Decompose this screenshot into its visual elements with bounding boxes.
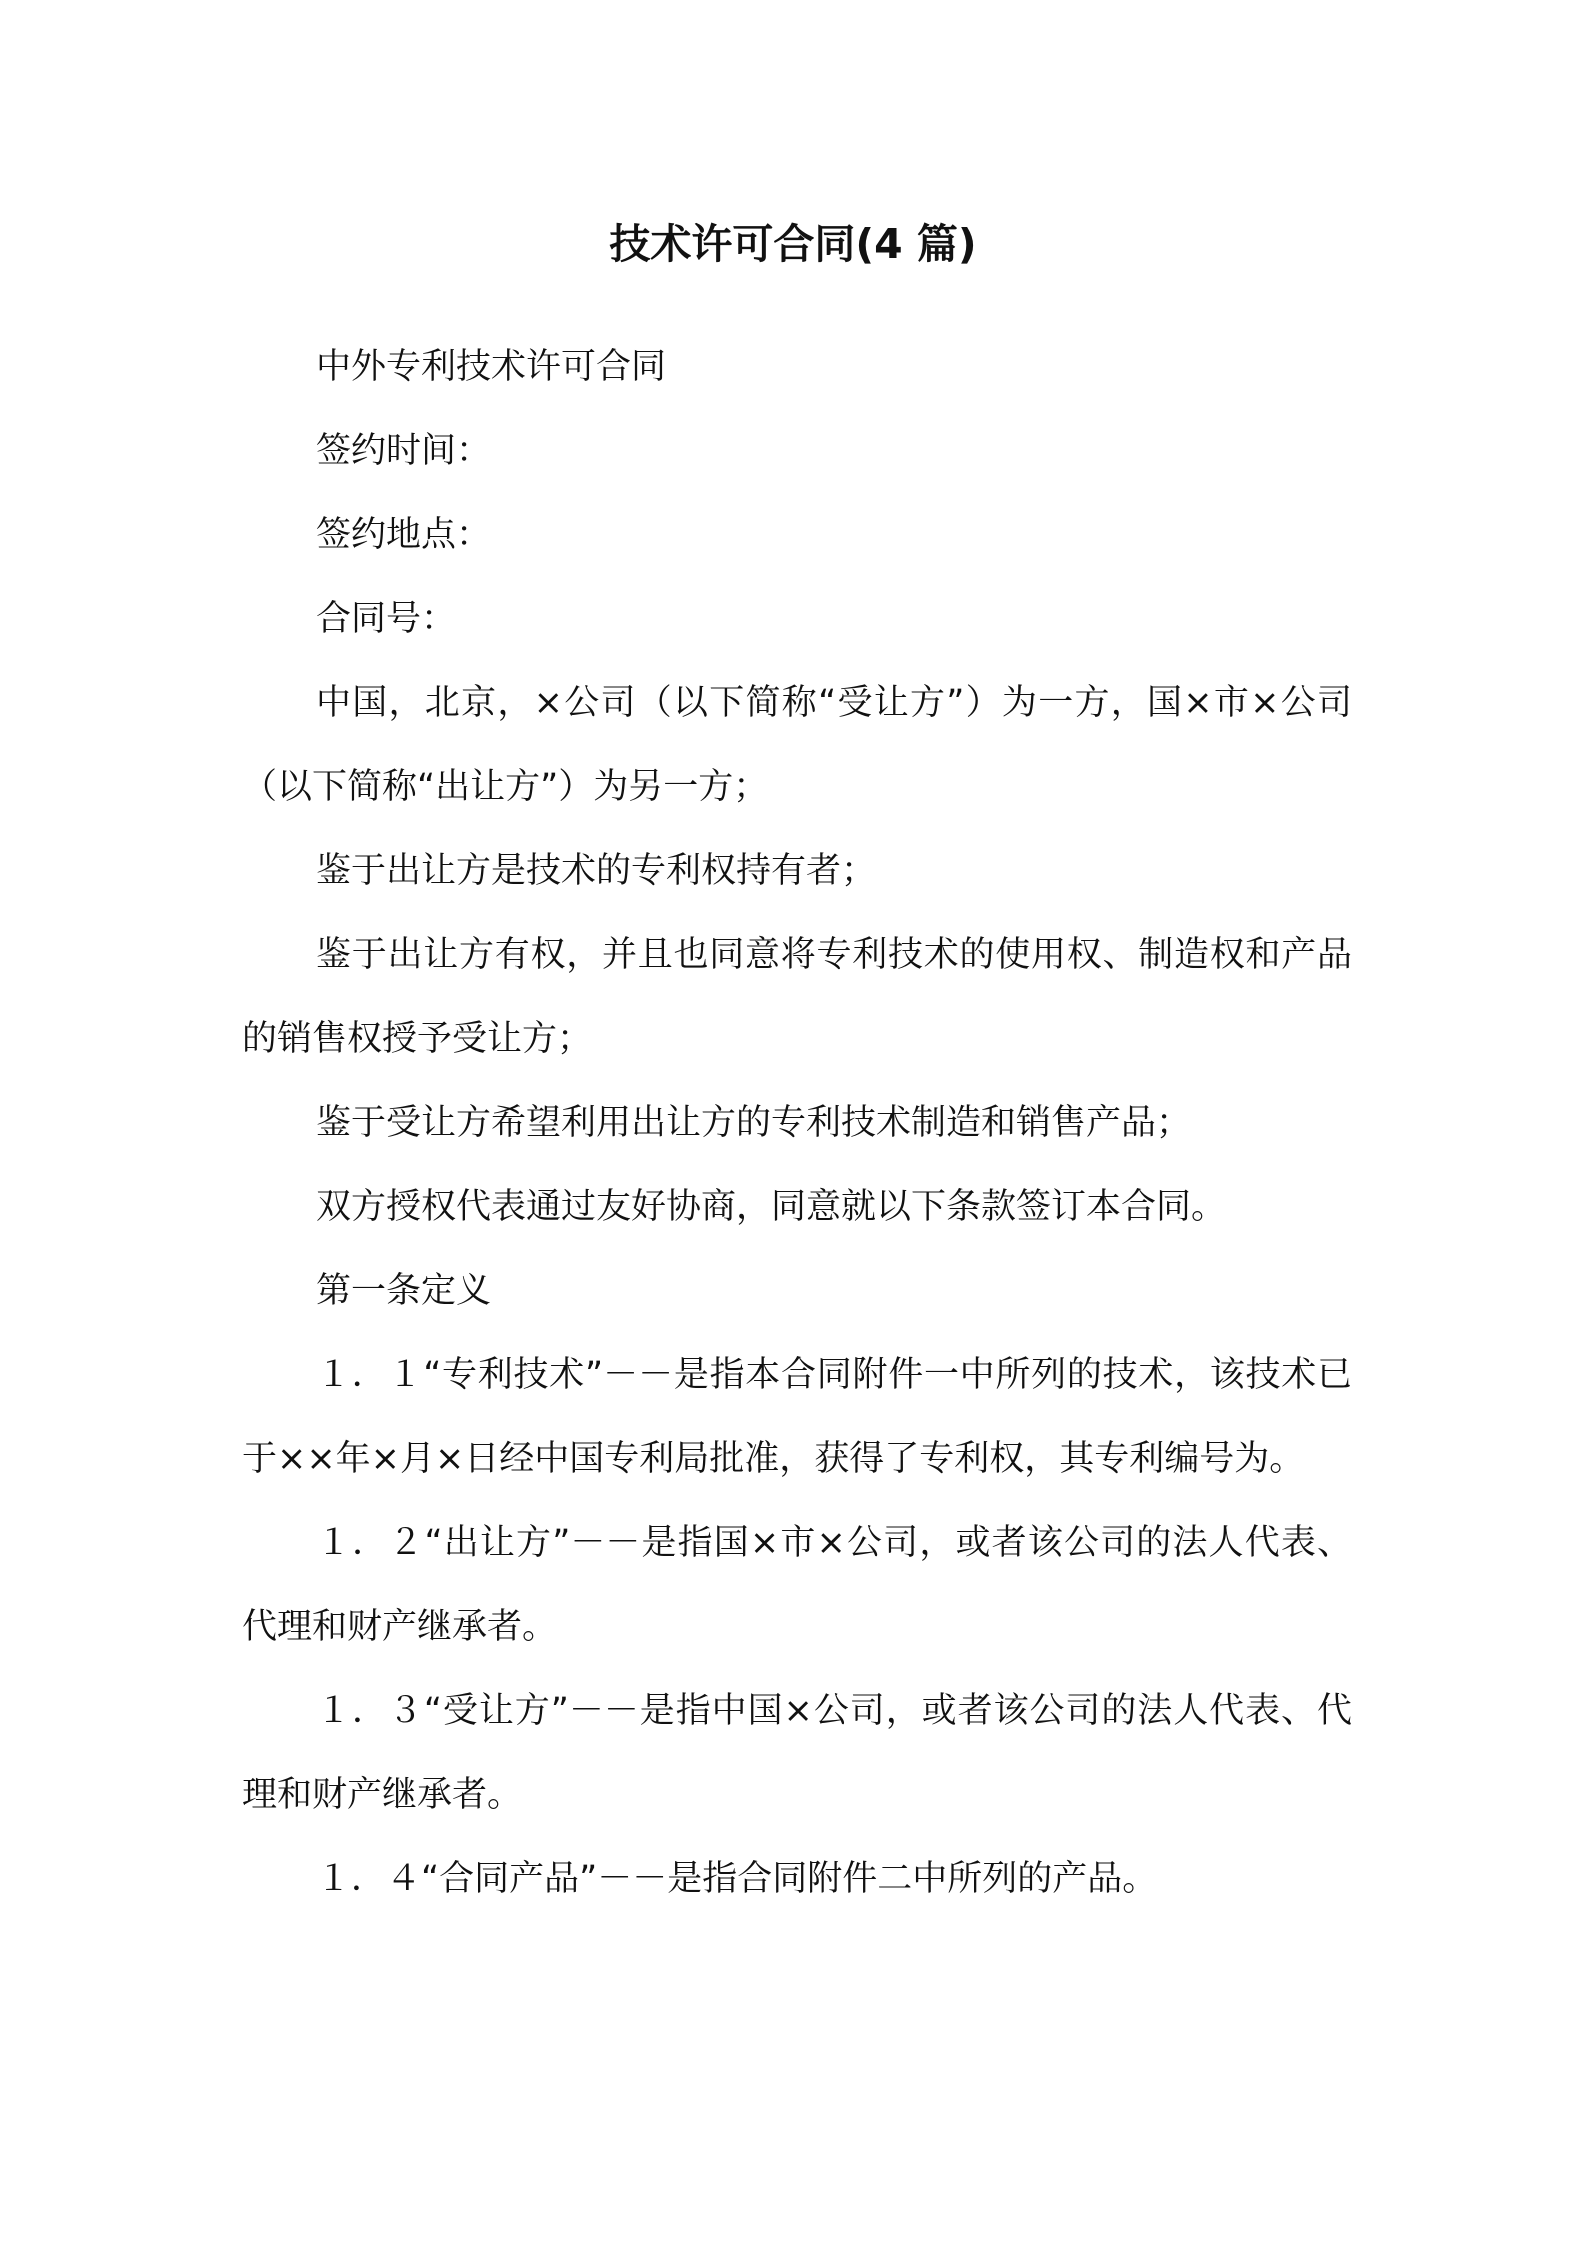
paragraph-signing-place: 签约地点： (316, 515, 492, 555)
paragraph-agreement: 双方授权代表通过友好协商，同意就以下条款签订本合同。 (316, 1187, 1227, 1227)
paragraph-recital-1: 鉴于出让方是技术的专利权持有者； (316, 851, 877, 891)
clause-1-4: １．４“合同产品”－－是指合同附件二中所列的产品。 (316, 1859, 1158, 1899)
paragraph-recital-3: 鉴于受让方希望利用出让方的专利技术制造和销售产品； (316, 1103, 1192, 1143)
paragraph-parties: 中国，北京，×公司（以下简称“受让方”）为一方，国×市×公司（以下简称“出让方”）为另一方； (242, 683, 1352, 807)
paragraph-contract-number: 合同号： (316, 599, 457, 639)
clause-1-3: １．３“受让方”－－是指中国×公司，或者该公司的法人代表、代理和财产继承者。 (242, 1691, 1352, 1815)
section-heading-definitions: 第一条定义 (316, 1271, 492, 1311)
clause-1-1: １．１“专利技术”－－是指本合同附件一中所列的技术，该技术已于××年×月×日经中国专利局批准，获得了专利权，其专利编号为。 (242, 1355, 1352, 1479)
paragraph-signing-time: 签约时间： (316, 431, 492, 471)
clause-1-2: １．２“出让方”－－是指国×市×公司，或者该公司的法人代表、代理和财产继承者。 (242, 1523, 1352, 1647)
paragraph-recital-2: 鉴于出让方有权，并且也同意将专利技术的使用权、制造权和产品的销售权授予受让方； (242, 935, 1352, 1059)
paragraph-contract-name: 中外专利技术许可合同 (316, 347, 667, 387)
document-body (242, 325, 1352, 1921)
document-title: 技术许可合同(4 篇) (609, 220, 977, 268)
